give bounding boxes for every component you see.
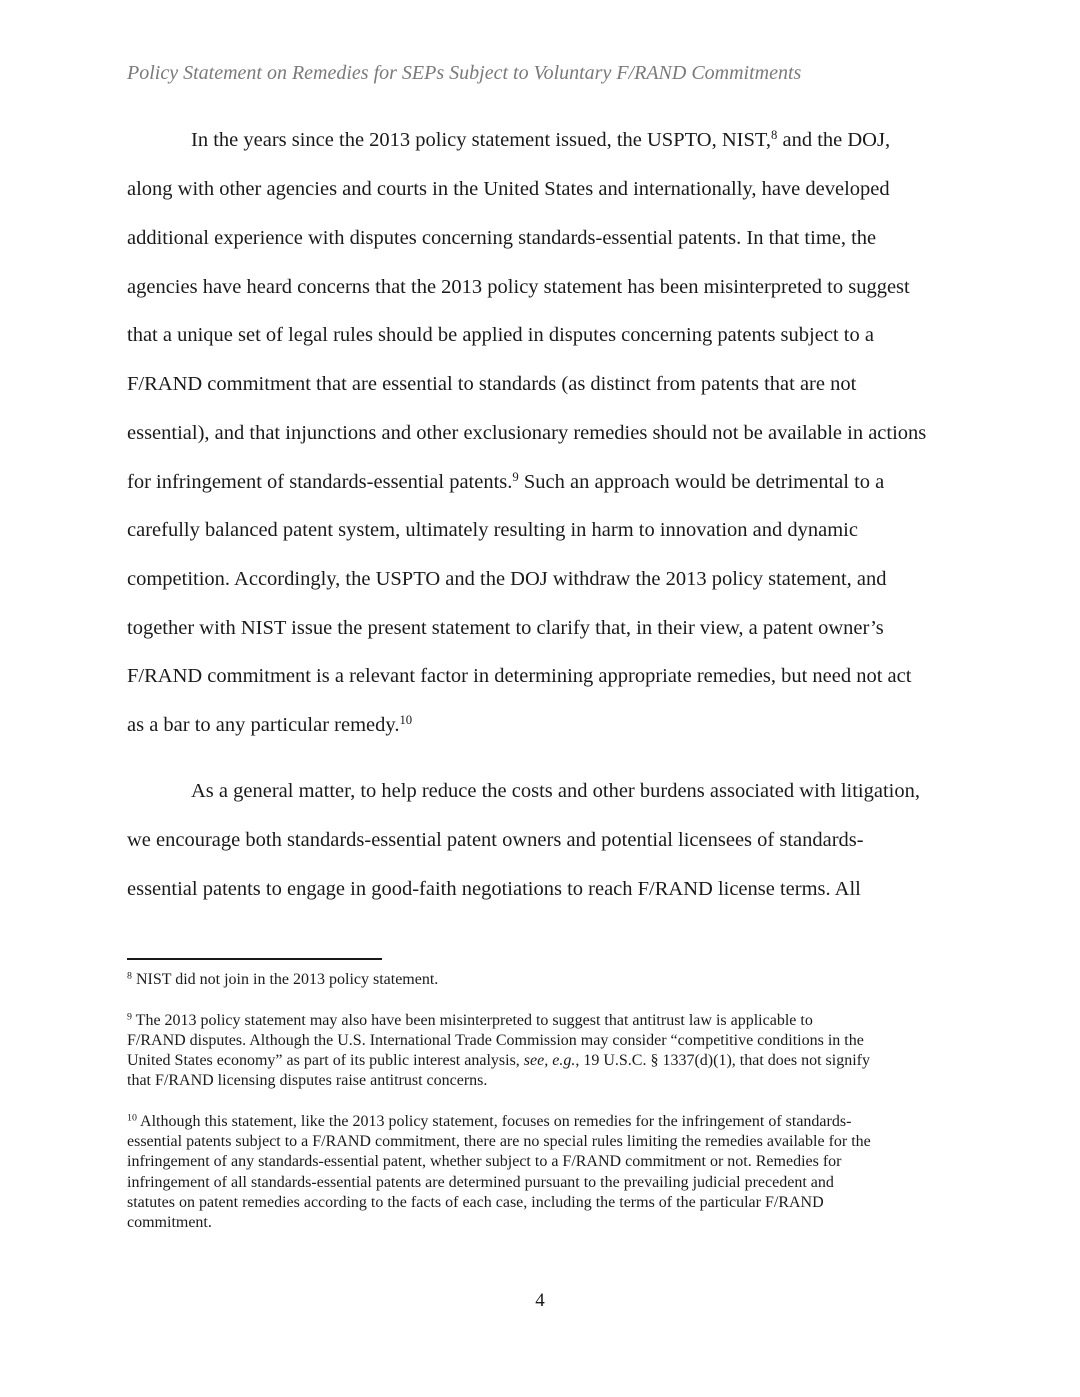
- paragraph-line: we encourage both standards-essential patent owners and potential licensees of standards-: [127, 829, 864, 851]
- footnote-line: that F/RAND licensing disputes raise antitrust concerns.: [127, 1072, 488, 1089]
- footnote-line: infringement of all standards-essential patents are determined pursuant to the prevailing judicial precedent and: [127, 1174, 834, 1191]
- paragraph-line: F/RAND commitment is a relevant factor in determining appropriate remedies, but need not act: [127, 665, 912, 687]
- paragraph-line: for infringement of standards-essential patents.$^9$ Such an approach would be detrimental to a: [127, 470, 885, 493]
- footnote-line: commitment.: [127, 1214, 212, 1231]
- paragraph-line: additional experience with disputes concerning standards-essential patents. In that time, the: [127, 227, 877, 249]
- footnote-ref-10[interactable]: 10: [399, 713, 413, 728]
- paragraph-line: As a general matter, to help reduce the costs and other burdens associated with litigation,: [191, 780, 920, 802]
- footnote-line: essential patents subject to a F/RAND commitment, there are no special rules limiting the remedies available for the: [127, 1133, 871, 1150]
- footnote-line: United States economy” as part of its public interest analysis, see, e.g., 19 U.S.C. § 1337(d)(1), that does not signify: [127, 1052, 870, 1069]
- footnote-line: $^{10}$ Although this statement, like the 2013 policy statement, focuses on remedies for the infringement of standards-: [127, 1112, 852, 1130]
- footnote-line: $^9$ The 2013 policy statement may also have been misinterpreted to suggest that antitrust law is applicable to: [127, 1011, 813, 1029]
- footnote-ref-9[interactable]: 9: [512, 470, 519, 485]
- footnote-line: infringement of any standards-essential patent, whether subject to a F/RAND commitment or not. Remedies for: [127, 1153, 842, 1170]
- paragraph-line: In the years since the 2013 policy statement issued, the USPTO, NIST,$^8$ and the DOJ,: [191, 128, 891, 151]
- paragraph-line: essential), and that injunctions and other exclusionary remedies should not be available in actions: [127, 422, 927, 444]
- paragraph-line: competition. Accordingly, the USPTO and the DOJ withdraw the 2013 policy statement, and: [127, 568, 887, 590]
- footnote-line: F/RAND disputes. Although the U.S. International Trade Commission may consider “competitive conditions in the: [127, 1032, 864, 1049]
- paragraph-line: F/RAND commitment that are essential to standards (as distinct from patents that are not: [127, 373, 857, 395]
- footnote-line: statutes on patent remedies according to the facts of each case, including the terms of the particular F/RAND: [127, 1194, 824, 1211]
- paragraph-line: that a unique set of legal rules should be applied in disputes concerning patents subject to a: [127, 324, 874, 346]
- paragraph-line: along with other agencies and courts in the United States and internationally, have developed: [127, 178, 890, 200]
- paragraph-line: agencies have heard concerns that the 2013 policy statement has been misinterpreted to suggest: [127, 276, 910, 298]
- page-number: 4: [535, 1290, 545, 1311]
- running-header: Policy Statement on Remedies for SEPs Subject to Voluntary F/RAND Commitments: [127, 62, 802, 84]
- footnote-separator: [127, 958, 382, 960]
- footnote-ref-8[interactable]: 8: [770, 128, 778, 143]
- footnote-line: $^8$ NIST did not join in the 2013 policy statement.: [127, 970, 439, 988]
- paragraph-line: essential patents to engage in good-faith negotiations to reach F/RAND license terms. All: [127, 878, 861, 900]
- paragraph-line: together with NIST issue the present statement to clarify that, in their view, a patent owner’s: [127, 617, 884, 639]
- paragraph-line: as a bar to any particular remedy.$^{10}$: [127, 713, 413, 736]
- paragraph-line: carefully balanced patent system, ultimately resulting in harm to innovation and dynamic: [127, 519, 858, 541]
